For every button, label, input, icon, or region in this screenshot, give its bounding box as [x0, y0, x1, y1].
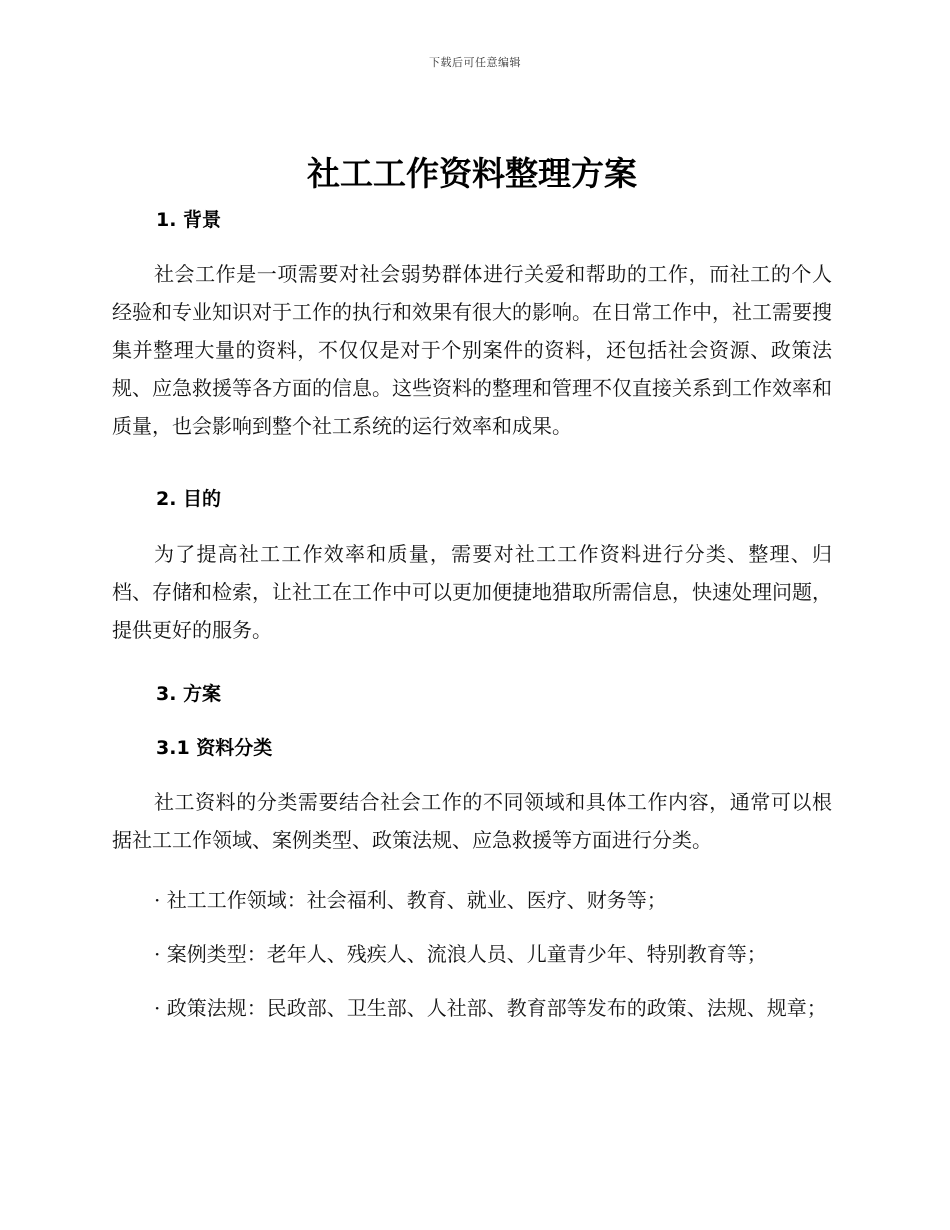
heading-plan: 3. 方案: [156, 683, 222, 705]
paragraph-purpose: 为了提高社工工作效率和质量，需要对社工工作资料进行分类、整理、归档、存储和检索，让社工在工作中可以更加便捷地猎取所需信息，快速处理问题，提供更好的服务。: [112, 542, 832, 642]
list-item: · 社工工作领域：社会福利、教育、就业、医疗、财务等；: [154, 888, 667, 912]
paragraph-classification: 社工资料的分类需要结合社会工作的不同领域和具体工作内容，通常可以根据社工工作领域、案例类型、政策法规、应急救援等方面进行分类。: [112, 790, 832, 852]
list-item: · 政策法规：民政部、卫生部、人社部、教育部等发布的政策、法规、规章；: [154, 996, 827, 1020]
heading-purpose: 2. 目的: [156, 488, 222, 510]
heading-background: 1. 背景: [156, 209, 222, 231]
list-item: · 案例类型：老年人、残疾人、流浪人员、儿童青少年、特别教育等；: [154, 942, 767, 966]
heading-classification: 3.1 资料分类: [156, 737, 273, 759]
header-note: 下载后可任意编辑: [429, 56, 521, 69]
paragraph-background: 社会工作是一项需要对社会弱势群体进行关爱和帮助的工作，而社工的个人经验和专业知识对于工作的执行和效果有很大的影响。在日常工作中，社工需要搜集并整理大量的资料，不仅仅是对于个别案件的资料，还包括社会资源、政策法规、应急救援等各方面的信息。这些资料的整理和管理不仅直接关系到工作效率和质量，也会影响到整个社工系统的运行效率和成果。: [112, 262, 832, 438]
page-title: 社工工作资料整理方案: [307, 154, 637, 193]
